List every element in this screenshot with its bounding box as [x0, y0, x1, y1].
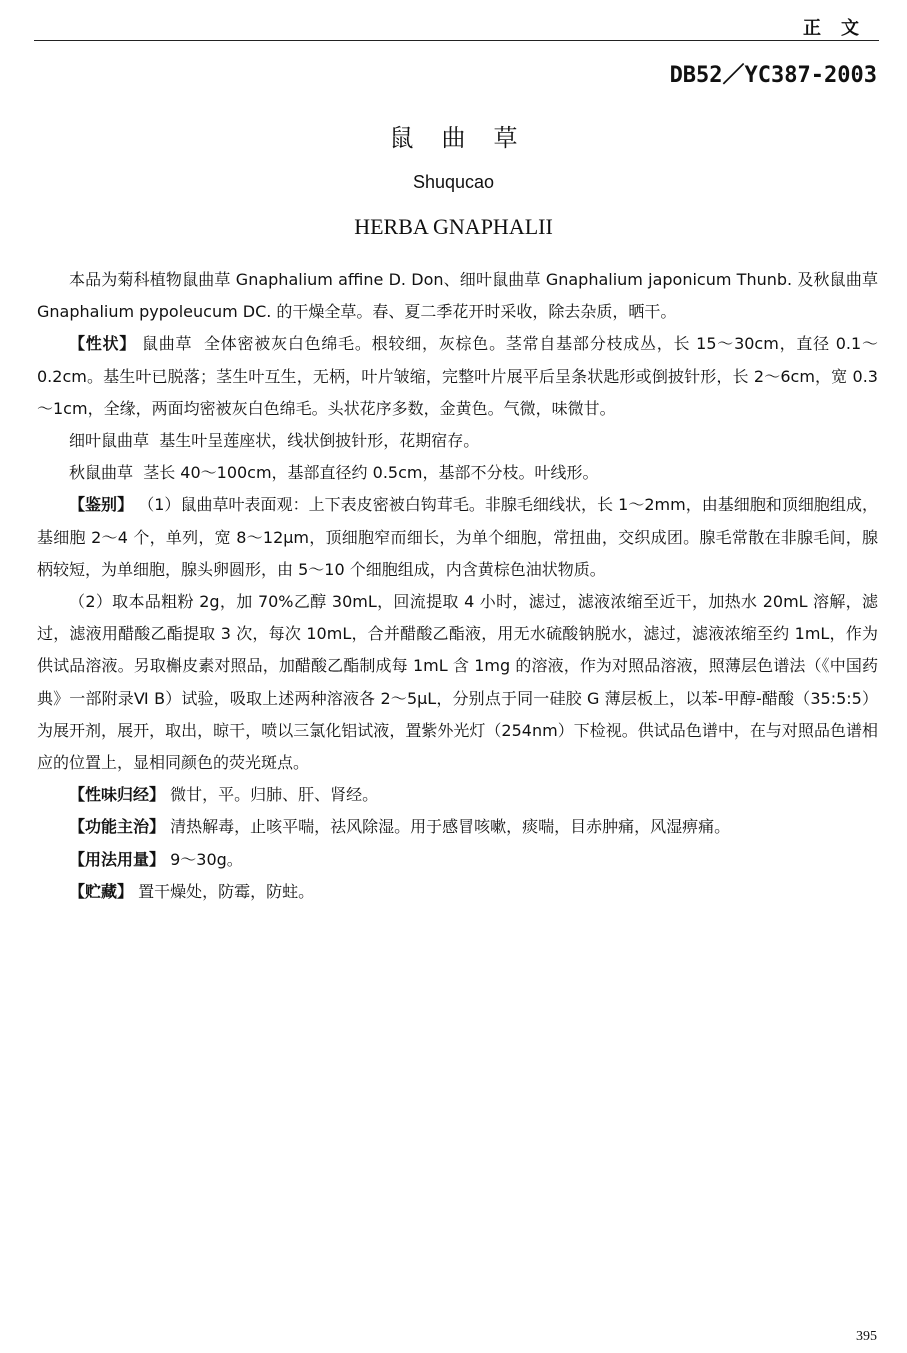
dosage-text: 9～30g。: [170, 849, 243, 869]
page-title: 鼠曲草: [389, 124, 546, 152]
title-pinyin: Shuqucao: [412, 172, 495, 192]
dosage-paragraph: [37, 844, 878, 876]
title-latin: HERBA GNAPHALII: [354, 214, 553, 239]
intro-paragraph: 本品为菊科植物鼠曲草 Gnaphalium affine D. Don、细叶鼠曲草 Gnaphalium japonicum Thunb. 及秋鼠曲草 Gnaphalium pypoleucum DC. 的干燥全草。春、夏二季花开时采收，除去杂质，晒干。: [37, 270, 878, 322]
identification-heading: 【鉴别】: [69, 495, 134, 515]
species-2-paragraph: [37, 425, 878, 457]
species-3-name: 秋鼠曲草: [69, 463, 134, 483]
dosage-heading: 【用法用量】: [69, 849, 166, 869]
header-divider: [34, 40, 879, 41]
page-number: 395: [856, 1329, 877, 1344]
monograph-body: [37, 264, 878, 908]
nature-meridian-heading: 【性味归经】: [69, 785, 166, 805]
functions-paragraph: [37, 811, 878, 843]
nature-meridian-text: 微甘，平。归肺、肝、肾经。: [170, 785, 379, 805]
storage-paragraph: [37, 876, 878, 908]
characters-heading: 【性状】: [69, 334, 137, 354]
functions-text: 清热解毒，止咳平喘，祛风除湿。用于感冒咳嗽，痰喘，目赤肿痛，风湿痹痛。: [170, 817, 731, 837]
storage-text: 置干燥处，防霉，防蛀。: [138, 881, 315, 901]
identification-paragraph-1: [37, 489, 878, 586]
species-1-text: 全体密被灰白色绵毛。根较细，灰棕色。茎常自基部分枝成丛，长 15～30cm，直径 0.1～0.2cm。基生叶已脱落；茎生叶互生，无柄，叶片皱缩，完整叶片展平后呈条状匙形或倒披针形，长 2～6cm，宽 0.3～1cm，全缘，两面均密被灰白色绵毛。头状花序多数，金黄色。气微，味微甘。: [37, 334, 878, 418]
characters-paragraph: [37, 328, 878, 425]
species-2-text: 基生叶呈莲座状，线状倒披针形，花期宿存。: [159, 431, 480, 451]
identification-item-1: （1）鼠曲草叶表面观：上下表皮密被白钩茸毛。非腺毛细线状，长 1～2mm，由基细胞和顶细胞组成，基细胞 2～4 个，单列，宽 8～12μm，顶细胞窄而细长，为单个细胞，常扭曲，交织成团。腺毛常散在非腺毛间，腺柄较短，为单细胞，腺头卵圆形，由 5～10 个细胞组成，内含黄棕色油状物质。: [37, 495, 878, 579]
storage-heading: 【贮藏】: [69, 881, 134, 901]
section-label: 正文: [803, 18, 879, 39]
standard-number: DB52／YC387-2003: [669, 63, 877, 88]
identification-paragraph-2: （2）取本品粗粉 2g，加 70%乙醇 30mL，回流提取 4 小时，滤过，滤液浓缩至近干，加热水 20mL 溶解，滤过，滤液用醋酸乙酯提取 3 次，每次 10mL，合并醋酸乙酯液，用无水硫酸钠脱水，滤过，滤液浓缩至约 1mL，作为供试品溶液。另取槲皮素对照品，加醋酸乙酯制成每 1mL 含 1mg 的溶液，作为对照品溶液，照薄层色谱法（《中国药典》一部附录Ⅵ B）试验，吸取上述两种溶液各 2～5μL，分别点于同一硅胶 G 薄层板上，以苯-甲醇-醋酸（35:5:5）为展开剂，展开，取出，晾干，喷以三氯化铝试液，置紫外光灯（254nm）下检视。供试品色谱中，在与对照品色谱相应的位置上，显相同颜色的荧光斑点。: [37, 592, 878, 773]
species-1-name: 鼠曲草: [141, 334, 193, 354]
species-2-name: 细叶鼠曲草: [69, 431, 150, 451]
species-3-text: 茎长 40～100cm，基部直径约 0.5cm，基部不分枝。叶线形。: [143, 463, 599, 483]
functions-heading: 【功能主治】: [69, 817, 166, 837]
nature-meridian-paragraph: [37, 779, 878, 811]
species-3-paragraph: [37, 457, 878, 489]
